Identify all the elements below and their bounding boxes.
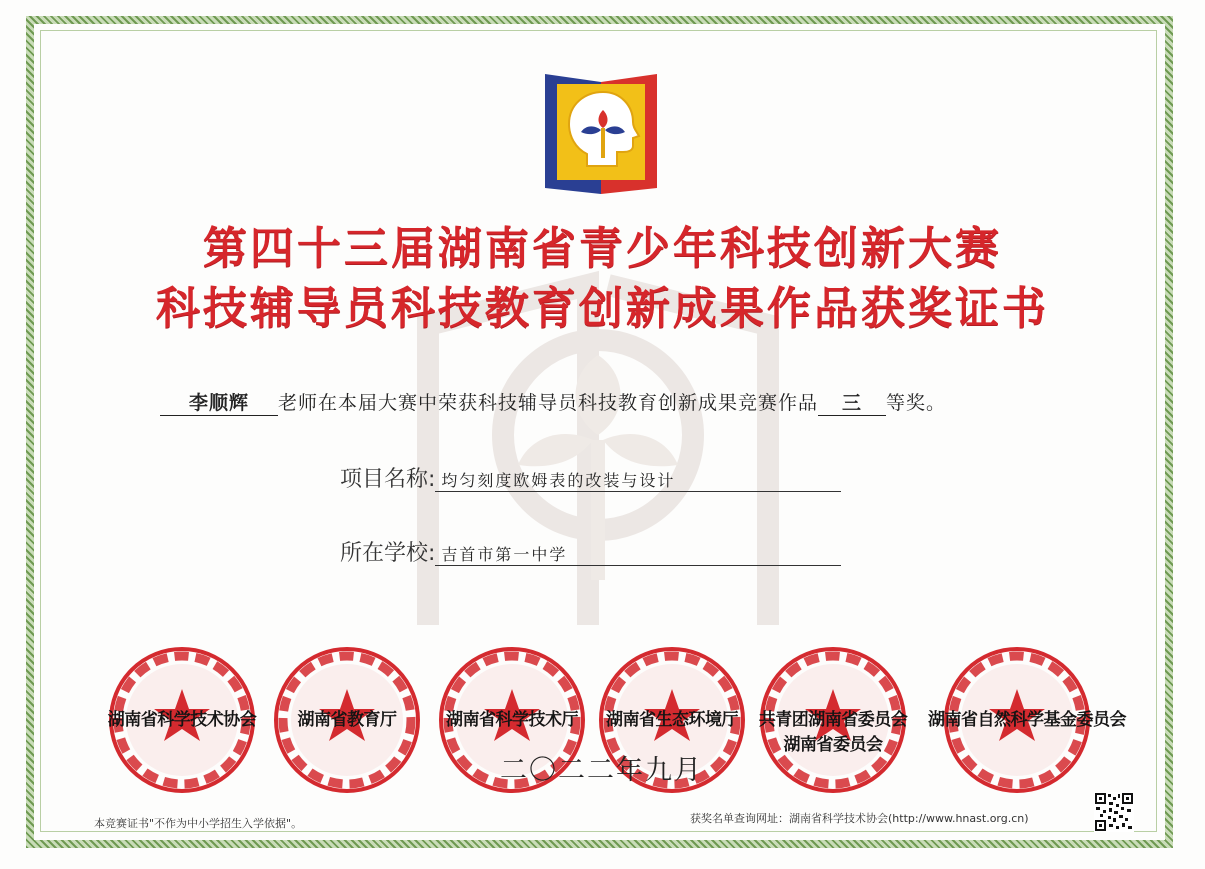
- project-name-label: 项目名称:: [340, 467, 436, 492]
- youth-science-emblem-icon: [545, 70, 657, 194]
- seal-communist-youth-league-hunan: [758, 645, 908, 795]
- seal-caption: 湖南省生态环境厅: [606, 710, 738, 730]
- issue-date: 二〇二二年九月: [500, 755, 703, 786]
- seal-caption: 湖南省自然科学基金委员会: [928, 710, 1126, 730]
- award-text-end: 等奖。: [886, 392, 947, 414]
- project-name-value: 均匀刻度欧姆表的改装与设计: [435, 468, 841, 492]
- school-row: [340, 536, 841, 567]
- school-value: 吉首市第一中学: [435, 542, 841, 566]
- school-label: 所在学校:: [340, 541, 436, 566]
- certificate-title-line-1: 第四十三届湖南省青少年科技创新大赛: [203, 223, 1002, 274]
- teacher-name: 李顺辉: [160, 388, 278, 416]
- project-name-row: [340, 462, 841, 493]
- seal-caption-line-2: 湖南省委员会: [783, 735, 883, 755]
- seal-caption: 湖南省教育厅: [297, 710, 397, 730]
- seal-caption: 湖南省科学技术厅: [446, 710, 578, 730]
- seal-caption: 湖南省科学技术协会: [107, 710, 257, 730]
- footer-note: 本竞赛证书"不作为中小学招生入学依据"。: [94, 817, 303, 830]
- footer-query-url[interactable]: 获奖名单查询网址：湖南省科学技术协会(http://www.hnast.org.cn): [690, 812, 1029, 825]
- seal-hunan-education-department: [272, 645, 422, 795]
- qr-code-icon[interactable]: [1094, 792, 1134, 832]
- seal-caption: 共青团湖南省委员会: [758, 710, 908, 730]
- award-statement: [160, 388, 1060, 416]
- seal-hunan-natural-science-foundation: [928, 645, 1126, 795]
- seal-hunan-science-association: [107, 645, 257, 795]
- award-text-middle: 老师在本届大赛中荣获科技辅导员科技教育创新成果竞赛作品: [278, 392, 819, 414]
- award-grade: 三: [818, 388, 886, 416]
- certificate-title-line-2: 科技辅导员科技教育创新成果作品获奖证书: [156, 283, 1049, 334]
